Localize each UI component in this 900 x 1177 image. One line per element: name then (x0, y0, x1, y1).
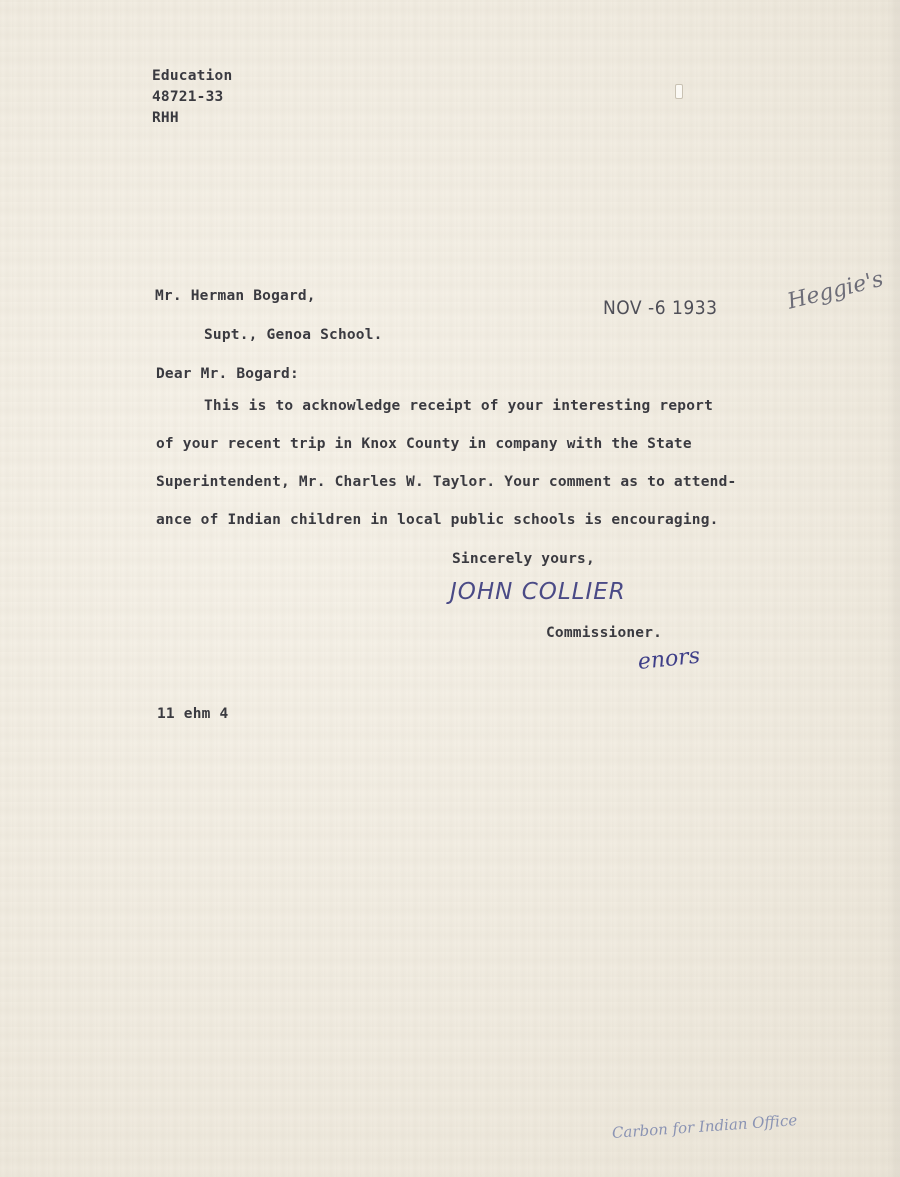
carbon-stamp: Carbon for Indian Office (611, 1111, 798, 1142)
paper-edge (886, 0, 900, 1177)
punch-hole (675, 84, 683, 99)
date-stamp: NOV -6 1933 (603, 297, 718, 319)
recipient-name: Mr. Herman Bogard, (155, 288, 316, 304)
body-line-4: ance of Indian children in local public schools is encouraging. (156, 512, 719, 528)
header-initials: RHH (152, 110, 179, 126)
handwritten-initials: enors (636, 643, 702, 675)
signature-stamp: JOHN COLLIER (450, 579, 626, 605)
reference-code: 11 ehm 4 (157, 706, 229, 722)
body-line-1: This is to acknowledge receipt of your interesting report (204, 398, 713, 414)
body-line-2: of your recent trip in Knox County in company with the State (156, 436, 692, 452)
signer-title: Commissioner. (546, 625, 663, 641)
closing: Sincerely yours, (452, 551, 595, 567)
header-department: Education (152, 68, 233, 84)
body-line-3: Superintendent, Mr. Charles W. Taylor. Your comment as to attend- (156, 474, 737, 490)
header-file-number: 48721-33 (152, 89, 224, 105)
recipient-title: Supt., Genoa School. (204, 327, 383, 343)
salutation: Dear Mr. Bogard: (156, 366, 299, 382)
handwritten-note: Heggie's (784, 266, 886, 315)
